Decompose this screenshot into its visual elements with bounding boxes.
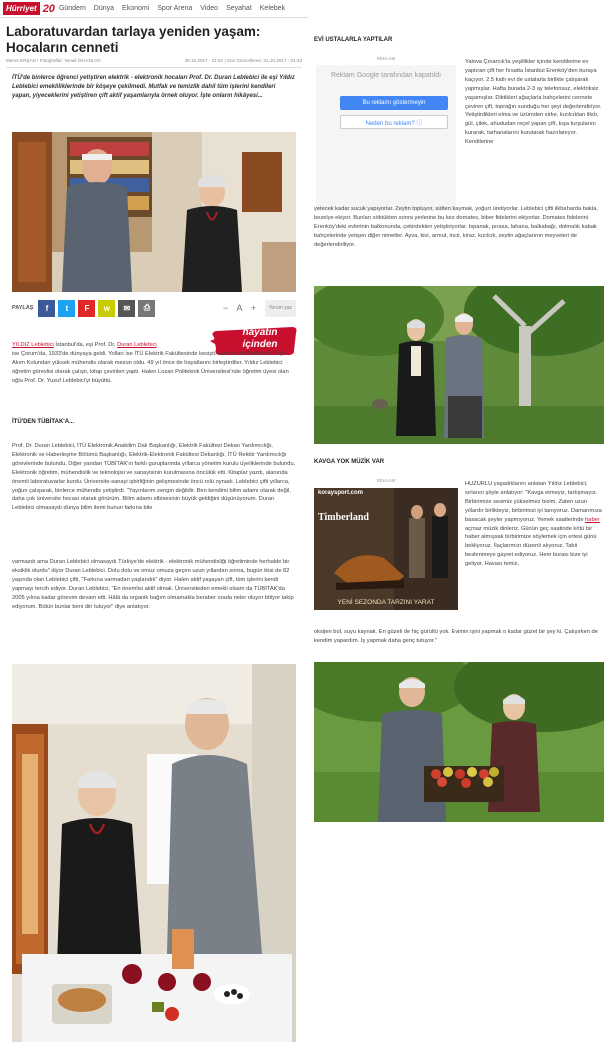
paragraph-text: İstanbul'da, eşi Prof. Dr. <box>53 342 118 348</box>
hide-ad-button[interactable]: Bu reklamı göstermeyin <box>340 96 448 110</box>
paragraph-garden-produce: yetecek kadar sucuk yapıyorlar. Zeytin topluyor, sütten kaymak, yoğurt üretiyorlar. Leblebici çifti ilkbaharda bakla, bezelye ekiyor. Bunları söktükten sonra yerlerine bu kez domates, biber fidelerini ekiyorlar. Domates fidelerini Erenköy'deki evlerinin balkonunda, çekirdekten yetiştiriyorlar. Ispanak, pırasa, lahana, balkabağı, dolmalık kabak bahçelerinde yetişen diğer nimetler. Ayva, kivi, armut, incir, kiraz, kızılcık, zeytin ağaçlarının meyveleri de değerlendiriliyor. <box>314 206 598 248</box>
photo-couple-orchard <box>314 286 604 444</box>
twitter-share-button[interactable]: t <box>58 300 75 317</box>
nav-item-ekonomi[interactable]: Ekonomi <box>122 5 150 12</box>
section-title-kavga-yok: KAVGA YOK MÜZİK VAR <box>314 459 385 465</box>
nav-item-seyahat[interactable]: Seyahat <box>226 5 252 12</box>
sidebar-column <box>308 18 608 1042</box>
share-label: PAYLAŞ <box>12 305 34 311</box>
paragraph-no-fights <box>465 480 605 569</box>
paragraph-text: açmaz müzik dinleriz. Günün geç saatinde kötü bir haber almışsak birbirimize söylemek için ertesi günü bekliyoruz. İlaçlarımızı düzenli alıyoruz. Tabii beslenmeye gayret ediyoruz. Hem burası bize iyi geliyor. Havası temiz, <box>465 525 597 568</box>
paragraph-house-garden: Yalova Çınarcık'ta yeşillikler içinde kendilerine ev yaptıran çift her fırsatta İstanbul Erenköy'den buraya kaçıyor. 2.5 katlı evi de ustalarla birlikte çalışarak yapmışlar. Hafta burada 2-3 ay telefonsuz, elektriksiz yaşamışlar. Diktikleri ağaçlarla bahçelerini cennete çeviren çift, toprağın sunduğu her şeyi değerlendiriyor. Yetiştirdikleri elma ve üzümden sirke, kızılcıktan likör, gül, çilek, ahududan reçel yapan çift, kışa turşularını kurarak, tarhanalarını kurutarak hazırlanıyor. Kendilerine <box>465 59 602 146</box>
nav-item-spor-arena[interactable]: Spor Arena <box>157 5 193 12</box>
article-dates: 30.10.2017 - 21:51 | Son Güncelleme: 31.10.2017 - 01:43 <box>184 58 302 63</box>
subheading-itu-tubitak: İTÜ'DEN TÜBİTAK'A... <box>12 419 75 425</box>
whatsapp-share-button[interactable]: w <box>98 300 115 317</box>
font-size-label: A <box>236 303 243 313</box>
font-size-control <box>219 300 296 317</box>
hurriyet-logo[interactable]: Hürriyet <box>3 2 40 15</box>
author-credit: Merve ERŞAN / Fotoğraflar: İsmail İSHANLOV <box>6 58 101 63</box>
why-this-ad-button[interactable]: Neden bu reklam? ⓘ <box>340 115 448 129</box>
font-decrease-button[interactable]: − <box>222 303 229 313</box>
paragraph-career: Prof. Dr. Duran Leblebici, İTÜ Elektronik Anabilim Dalı Başkanlığı, Elektrik Fakültesi Dekan Yardımcılığı, Elektronik ve Haberleşme Bölümü Başkanlığı, Elektrik-Elektronik Fakültesi Dekanlığı, İTÜ Rektör Yardımcılığı görevlerinde bulundu. Diğer yandan TÜBİTAK'ın farklı guruplarında yıllarca yönetim kurulu üyeliklerinde bulundu. Elektronik öğretim, mühendislik ve teknolojisi ve sanayisinin kurulmasına öncülük etti. Kitaplar yazdı, alanında önemli laboratuvarlar kurdu. Üniversite-sanayi işbirliğinin gelişmesinde öncü rolü oynadı. Leblebici çifti yıllarca, yoğun çalışarak, binlerce mühendis yetiştirdi. "Yayınlarım zengin değildir. Ben kendimi bilim adamı olarak değil, daha çok üniversite hocası olarak görürüm. Bilim adamı elbisesinin büyük geldiğini düşünüyorum. Duran Leblebici olmasaydı dünya bilim ilemi bunun farkına bile <box>12 443 296 512</box>
comment-button[interactable]: Yorum yaz <box>265 300 296 317</box>
nav-item-video[interactable]: Video <box>200 5 219 12</box>
article-byline <box>6 58 302 63</box>
timberland-ad-banner[interactable] <box>314 488 458 610</box>
ad-label: REKLAM <box>376 56 396 61</box>
nav-item-dunya[interactable]: Dünya <box>93 5 115 12</box>
badge-line-2: içinden <box>242 339 278 350</box>
badge-line-1: hayatın <box>242 327 278 338</box>
person-link-yildiz[interactable]: YILDIZ Leblebici <box>12 342 54 348</box>
photo-couple-apple-basket <box>314 662 604 822</box>
photo-couple-living-room <box>12 132 296 292</box>
ad-tagline: YENİ SEZONDA TARZINI YARAT <box>337 599 435 606</box>
ad-site-name: koraysport.com <box>318 490 364 496</box>
share-toolbar <box>12 299 296 317</box>
divider <box>6 67 302 68</box>
nav-item-kelebek[interactable]: Kelebek <box>259 5 286 12</box>
print-button[interactable]: ⎙ <box>138 300 155 317</box>
person-link-duran[interactable]: Duran Leblebici <box>117 342 157 348</box>
ad-brand-name: Timberland <box>318 512 369 523</box>
article-column <box>0 18 308 1042</box>
article-lead: İTÜ'de binlerce öğrenci yetiştiren elektrik - elektronik hocaları Prof. Dr. Duran Leblebici ile eşi Yıldız Leblebici emekliliklerinde bir köşeye çekilmedi. Mutfak ve temizlik dahil tüm işlerini kendileri yapan, yiyeceklerini yetiştiren çift aktif yaşamlarıyla örnek oluyor. İşte onların hikâyesi... <box>12 75 295 99</box>
article-headline: Laboratuvardan tarlaya yeniden yaşam: Hocaların cenneti <box>6 24 261 55</box>
paragraph-text: HUZURLU yaşadıklarını anlatan Yıldız Leblebici, sırlarını şöyle anlatıyor: "Kavga etmeyiz, tartışmayız. Birbirimize sesimiz yükselmez bizim. Zaten uzun yıllardır birlikteyiz, birbirimizi iyi tanıyoruz. Damarımıza basacak şeyler yapmıyoruz. Yemek saatlerinde <box>465 481 602 523</box>
top-navigation-bar <box>0 0 308 18</box>
section-title-evi-ustalarla: EVİ USTALARLA YAPTILAR <box>314 37 393 43</box>
ad-label-2: REKLAM <box>376 478 396 483</box>
google-closed-ad <box>316 65 456 211</box>
paragraph-intro <box>12 341 208 350</box>
paragraph-clean-air: oksijen bol, suyu kaynak. En güzeli de hiç gürültü yok. Evimin işini yapmak o kadar güzel bir şey ki. Çalışırken de kendim yapardım. İş yapmak daha genç tutuyor." <box>314 629 598 644</box>
font-increase-button[interactable]: + <box>250 303 257 313</box>
nav-item-gundem[interactable]: Gündem <box>58 5 86 12</box>
paragraph-aging: varmazdı ama Duran Leblebici olmasaydı Türkiye'de elektrik - elektronik mühendisliği öğretiminde herhalde bir eksiklik olurdu" diyor Duran Leblebici. Dolu dolu ve omuz omuza geçen uzun yıllardan sonra, bugün ikisi de 82 yaşında olan Leblebici çifti, "Farkına varmadan yaşlandık" diyor. Halen aktif yaşayan çift, tüm işlerini kendi yapmayı tercih ediyor. Duran Leblebici, "En önemlisi aktif olmak. Üniversiteden emekli olsam da TÜBİTAK'da 2005 yılına kadar görevim devam etti. Hâlâ da organik bağım olmamakla beraber orada neler oluyor bitiyor takip ediyorum. Bütün bunlar beni diri tutuyor" diye anlatıyor. <box>12 559 294 610</box>
google-ad-message: Reklam Google tarafından kapatıldı <box>330 72 442 79</box>
paragraph-intro-rest: ise Çorum'da, 1933'de dünyaya geldi. Yolları ise İTÜ Elektrik Fakültesinde kesişti. Her ikisi de fakültenin Zayıf Akım Kolundan yüksek mühendis olarak mezun oldu. 49 yıl önce de hayatlarını birleştirdiler. Yıldız Leblebici öğretim görevlisi olarak çalıştı, kitap çevirileri yaptı. Halen Lozan Politeknik Üniversitesi'nde öğretim üyesi olan oğlu Prof. Dr. Yusuf Leblebici'yi büyüttü. <box>12 351 289 384</box>
flipboard-share-button[interactable]: F <box>78 300 95 317</box>
email-share-button[interactable]: ✉ <box>118 300 135 317</box>
facebook-share-button[interactable]: f <box>38 300 55 317</box>
anniversary-logo: 20 <box>42 2 55 15</box>
haber-link[interactable]: haber <box>585 516 600 523</box>
photo-couple-breakfast-table <box>12 664 296 1042</box>
